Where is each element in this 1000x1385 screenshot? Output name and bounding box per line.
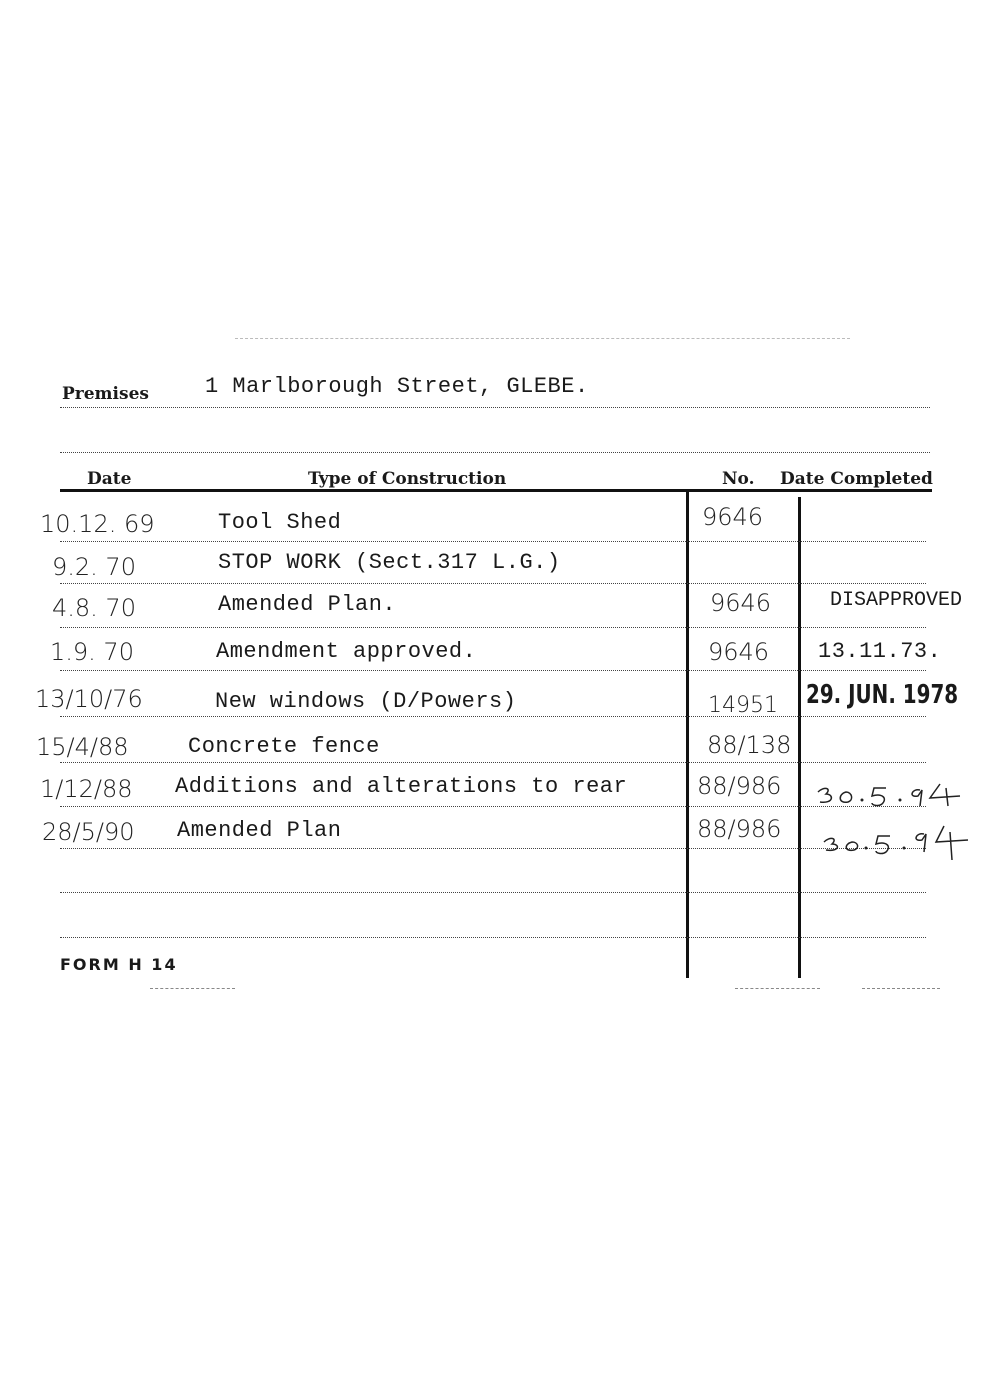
row-date: 9.2. 70 [52,553,136,581]
header-date: Date [87,469,132,489]
row-line [60,848,926,849]
row-type: STOP WORK (Sect.317 L.G.) [218,550,561,575]
row-line [60,892,926,893]
row-type: Amended Plan. [218,592,397,617]
row-date: 13/10/76 [35,685,143,713]
row-date: 28/5/90 [42,818,135,846]
header-type: Type of Construction [308,469,507,489]
form-label: FORM H 14 [60,955,178,974]
premises-value: 1 Marlborough Street, GLEBE. [205,374,589,399]
row-completed-stamp: 29. JUN. 1978 [806,680,959,710]
row-no: 88/138 [707,731,792,759]
header-rule [60,489,932,492]
row-line [60,937,926,938]
row-no: 9646 [702,503,764,531]
premises-label: Premises [62,384,149,404]
row-completed-handwritten [810,776,970,816]
row-line [60,806,926,807]
premises-underline [60,407,930,408]
premises-second-line [60,452,930,453]
row-date: 15/4/88 [36,733,129,761]
row-type: Additions and alterations to rear [175,774,628,799]
row-line [60,670,926,671]
row-line [60,541,926,542]
row-no: 88/986 [697,815,782,843]
row-no: 88/986 [697,772,782,800]
row-date: 1/12/88 [40,775,133,803]
top-dash-line [235,338,850,339]
row-line [60,716,926,717]
row-completed-handwritten [818,818,978,864]
bottom-dash-line [862,988,940,989]
row-date: 10.12. 69 [40,510,155,538]
row-date: 1.9. 70 [50,638,134,666]
bottom-dash-line [735,988,820,989]
row-line [60,583,926,584]
row-line [60,627,926,628]
no-column-divider [686,492,689,978]
completed-column-divider [798,497,801,978]
row-type: Amendment approved. [216,639,477,664]
row-type: New windows (D/Powers) [215,689,517,714]
row-type: Amended Plan [177,818,342,843]
row-completed: 13.11.73. [818,639,942,664]
header-date-completed: Date Completed [780,469,933,489]
bottom-dash-line [150,988,235,989]
row-type: Tool Shed [218,510,342,535]
row-no: 9646 [710,589,772,617]
row-completed: DISAPPROVED [830,589,963,612]
row-date: 4.8. 70 [52,594,136,622]
row-no: 14951 [708,693,778,718]
row-type: Concrete fence [188,734,380,759]
row-line [60,762,926,763]
row-no: 9646 [708,638,770,666]
header-no: No. [722,469,755,489]
